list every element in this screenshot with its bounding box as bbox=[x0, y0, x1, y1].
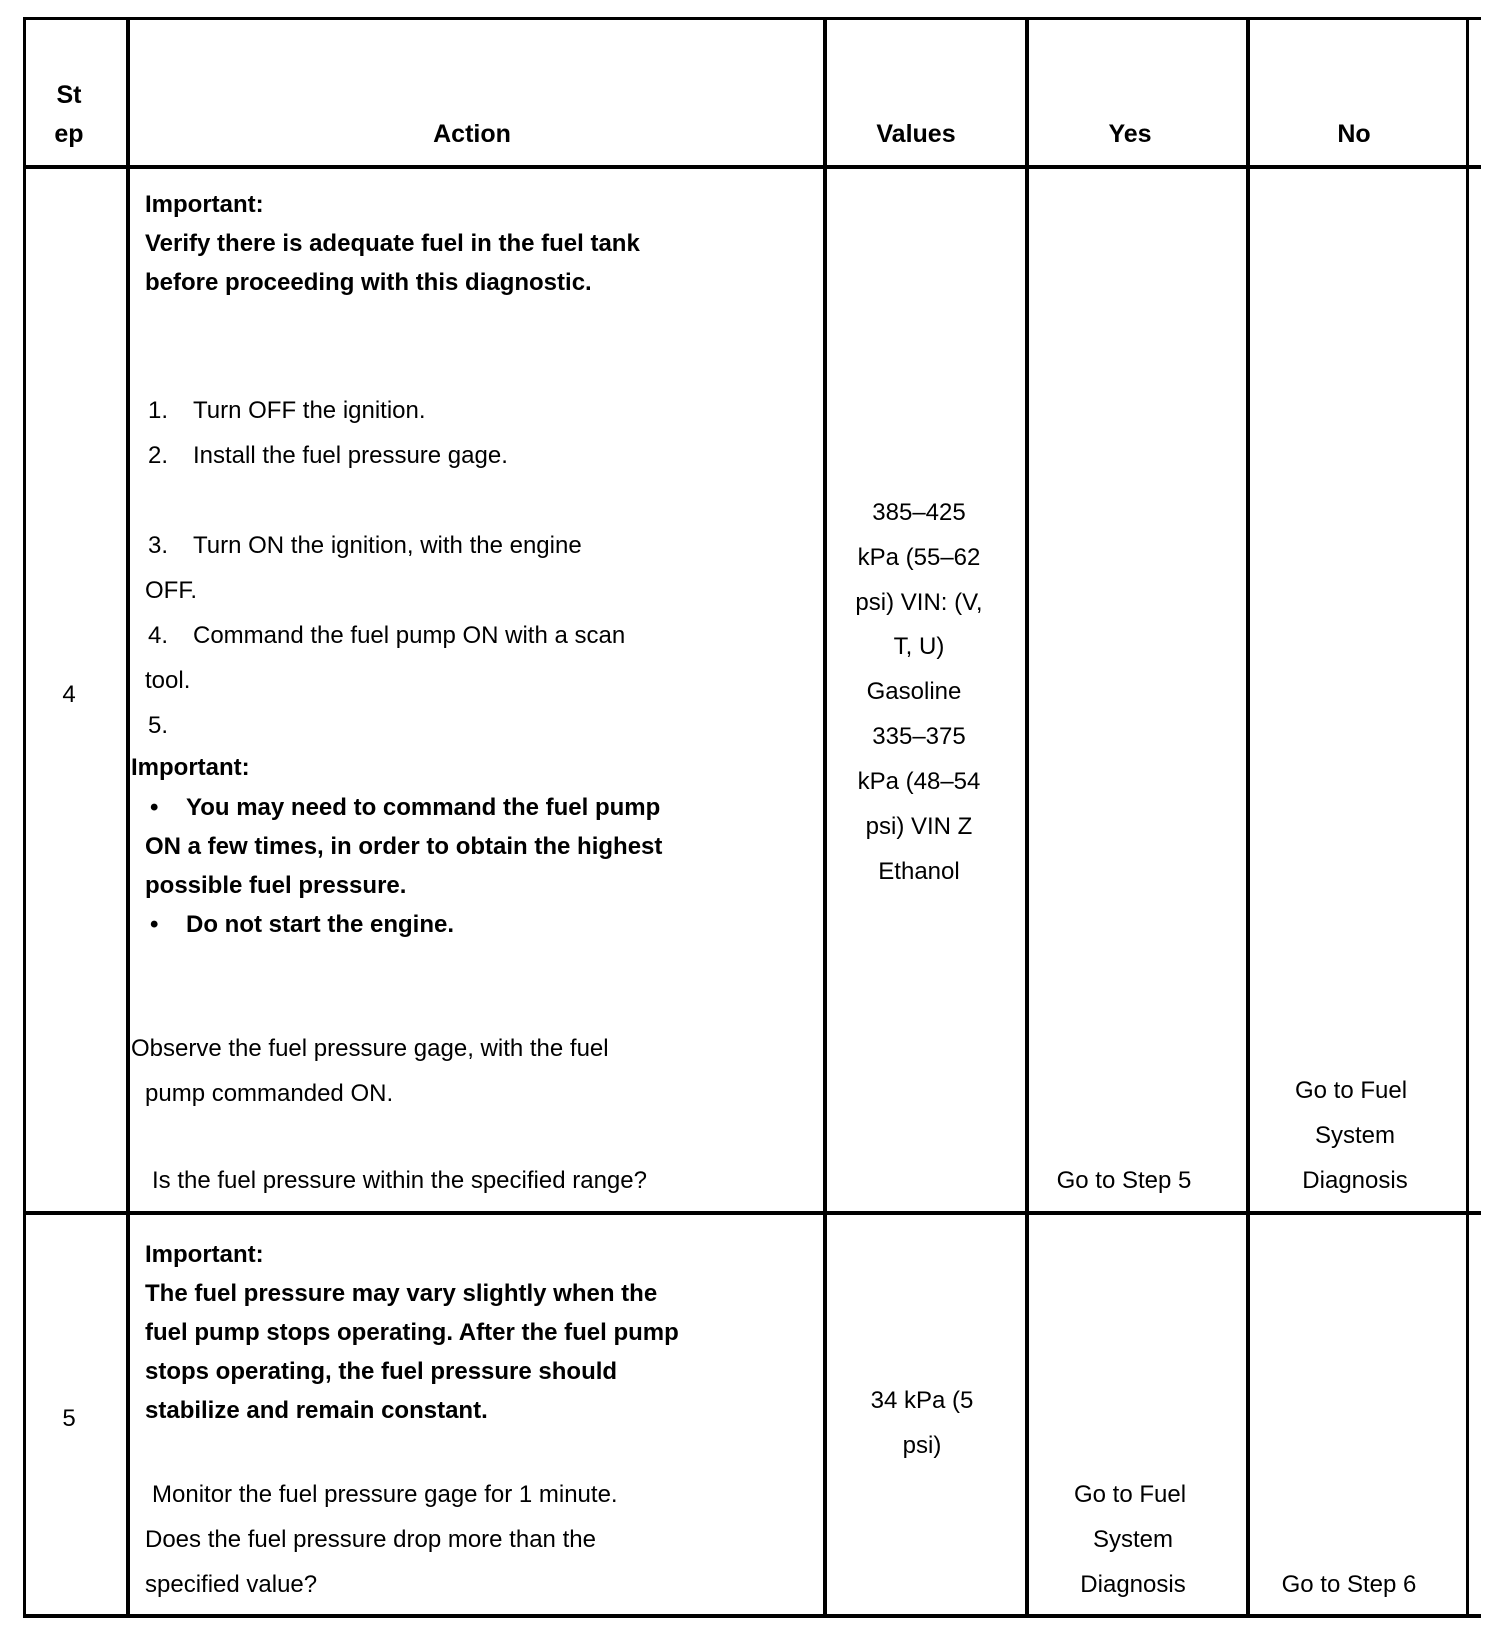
important-text: The fuel pressure may vary slightly when the bbox=[145, 1280, 658, 1307]
table-border-bottom bbox=[23, 1614, 1481, 1618]
table-border-left bbox=[23, 17, 26, 1618]
value-line: 34 kPa (5 bbox=[870, 1387, 974, 1414]
value-line: psi) VIN Z bbox=[865, 813, 973, 840]
question-text: Is the fuel pressure within the specified range? bbox=[152, 1167, 647, 1194]
value-line: psi) bbox=[902, 1432, 942, 1459]
no-result: System bbox=[1314, 1122, 1396, 1149]
bullet-icon: • bbox=[150, 794, 159, 821]
step-item-text: Turn OFF the ignition. bbox=[193, 397, 426, 424]
value-line: 385–425 bbox=[872, 499, 966, 526]
step-item-continuation: tool. bbox=[145, 667, 191, 694]
col-divider-values bbox=[1025, 17, 1029, 1618]
question-text: specified value? bbox=[145, 1571, 318, 1598]
table-border-top bbox=[23, 17, 1481, 20]
step-item-continuation: OFF. bbox=[145, 577, 197, 604]
important-bullet-text: You may need to command the fuel pump bbox=[186, 794, 661, 821]
observe-text: Observe the fuel pressure gage, with the fuel bbox=[131, 1035, 609, 1062]
step-number: 5 bbox=[62, 1405, 76, 1432]
important-text: stops operating, the fuel pressure should bbox=[145, 1358, 618, 1385]
no-result: Go to Fuel bbox=[1294, 1077, 1408, 1104]
col-divider-action bbox=[823, 17, 827, 1618]
header-no: No bbox=[1337, 120, 1371, 148]
col-divider-step bbox=[126, 17, 130, 1618]
yes-result: Diagnosis bbox=[1080, 1571, 1186, 1598]
monitor-text: Monitor the fuel pressure gage for 1 minute. bbox=[152, 1481, 618, 1508]
observe-text: pump commanded ON. bbox=[145, 1080, 394, 1107]
step-item-text: Command the fuel pump ON with a scan bbox=[193, 622, 626, 649]
row-divider bbox=[23, 1211, 1481, 1215]
important-bullet-text: possible fuel pressure. bbox=[145, 872, 407, 899]
question-text: Does the fuel pressure drop more than the bbox=[145, 1526, 596, 1553]
no-result: Go to Step 6 bbox=[1281, 1571, 1417, 1598]
header-values: Values bbox=[876, 120, 956, 148]
header-action: Action bbox=[433, 120, 511, 148]
important-bullet-text: ON a few times, in order to obtain the highest bbox=[145, 833, 663, 860]
yes-result: System bbox=[1092, 1526, 1174, 1553]
important-text: fuel pump stops operating. After the fuel pump bbox=[145, 1319, 679, 1346]
value-line: Ethanol bbox=[878, 858, 960, 885]
important-text: stabilize and remain constant. bbox=[145, 1397, 488, 1424]
important-text: before proceeding with this diagnostic. bbox=[145, 269, 592, 296]
important-label: Important: bbox=[145, 1241, 264, 1268]
step-item-number: 4. bbox=[148, 622, 169, 649]
no-result: Diagnosis bbox=[1302, 1167, 1408, 1194]
header-step-line2: ep bbox=[54, 120, 84, 148]
col-divider-yes bbox=[1246, 17, 1250, 1618]
value-line: kPa (48–54 bbox=[857, 768, 981, 795]
step-item-number: 3. bbox=[148, 532, 169, 559]
step-item-number: 2. bbox=[148, 442, 169, 469]
step-item-text: Install the fuel pressure gage. bbox=[193, 442, 508, 469]
value-line: kPa (55–62 bbox=[857, 544, 981, 571]
step-item-text: Turn ON the ignition, with the engine bbox=[193, 532, 582, 559]
yes-result: Go to Step 5 bbox=[1056, 1167, 1192, 1194]
value-line: psi) VIN: (V, bbox=[855, 589, 983, 616]
header-yes: Yes bbox=[1108, 120, 1152, 148]
table-border-right bbox=[1466, 17, 1469, 1618]
value-line: Gasoline bbox=[866, 678, 962, 705]
important-label: Important: bbox=[131, 754, 250, 781]
bullet-icon: • bbox=[150, 911, 159, 938]
value-line: T, U) bbox=[893, 633, 945, 660]
important-text: Verify there is adequate fuel in the fuel tank bbox=[145, 230, 640, 257]
step-item-number: 1. bbox=[148, 397, 169, 424]
important-bullet-text: Do not start the engine. bbox=[186, 911, 455, 938]
important-label: Important: bbox=[145, 191, 264, 218]
header-divider bbox=[23, 165, 1481, 169]
step-number: 4 bbox=[62, 681, 76, 708]
step-item-number: 5. bbox=[148, 712, 169, 739]
yes-result: Go to Fuel bbox=[1073, 1481, 1187, 1508]
value-line: 335–375 bbox=[872, 723, 966, 750]
header-step-line1: St bbox=[56, 81, 82, 109]
